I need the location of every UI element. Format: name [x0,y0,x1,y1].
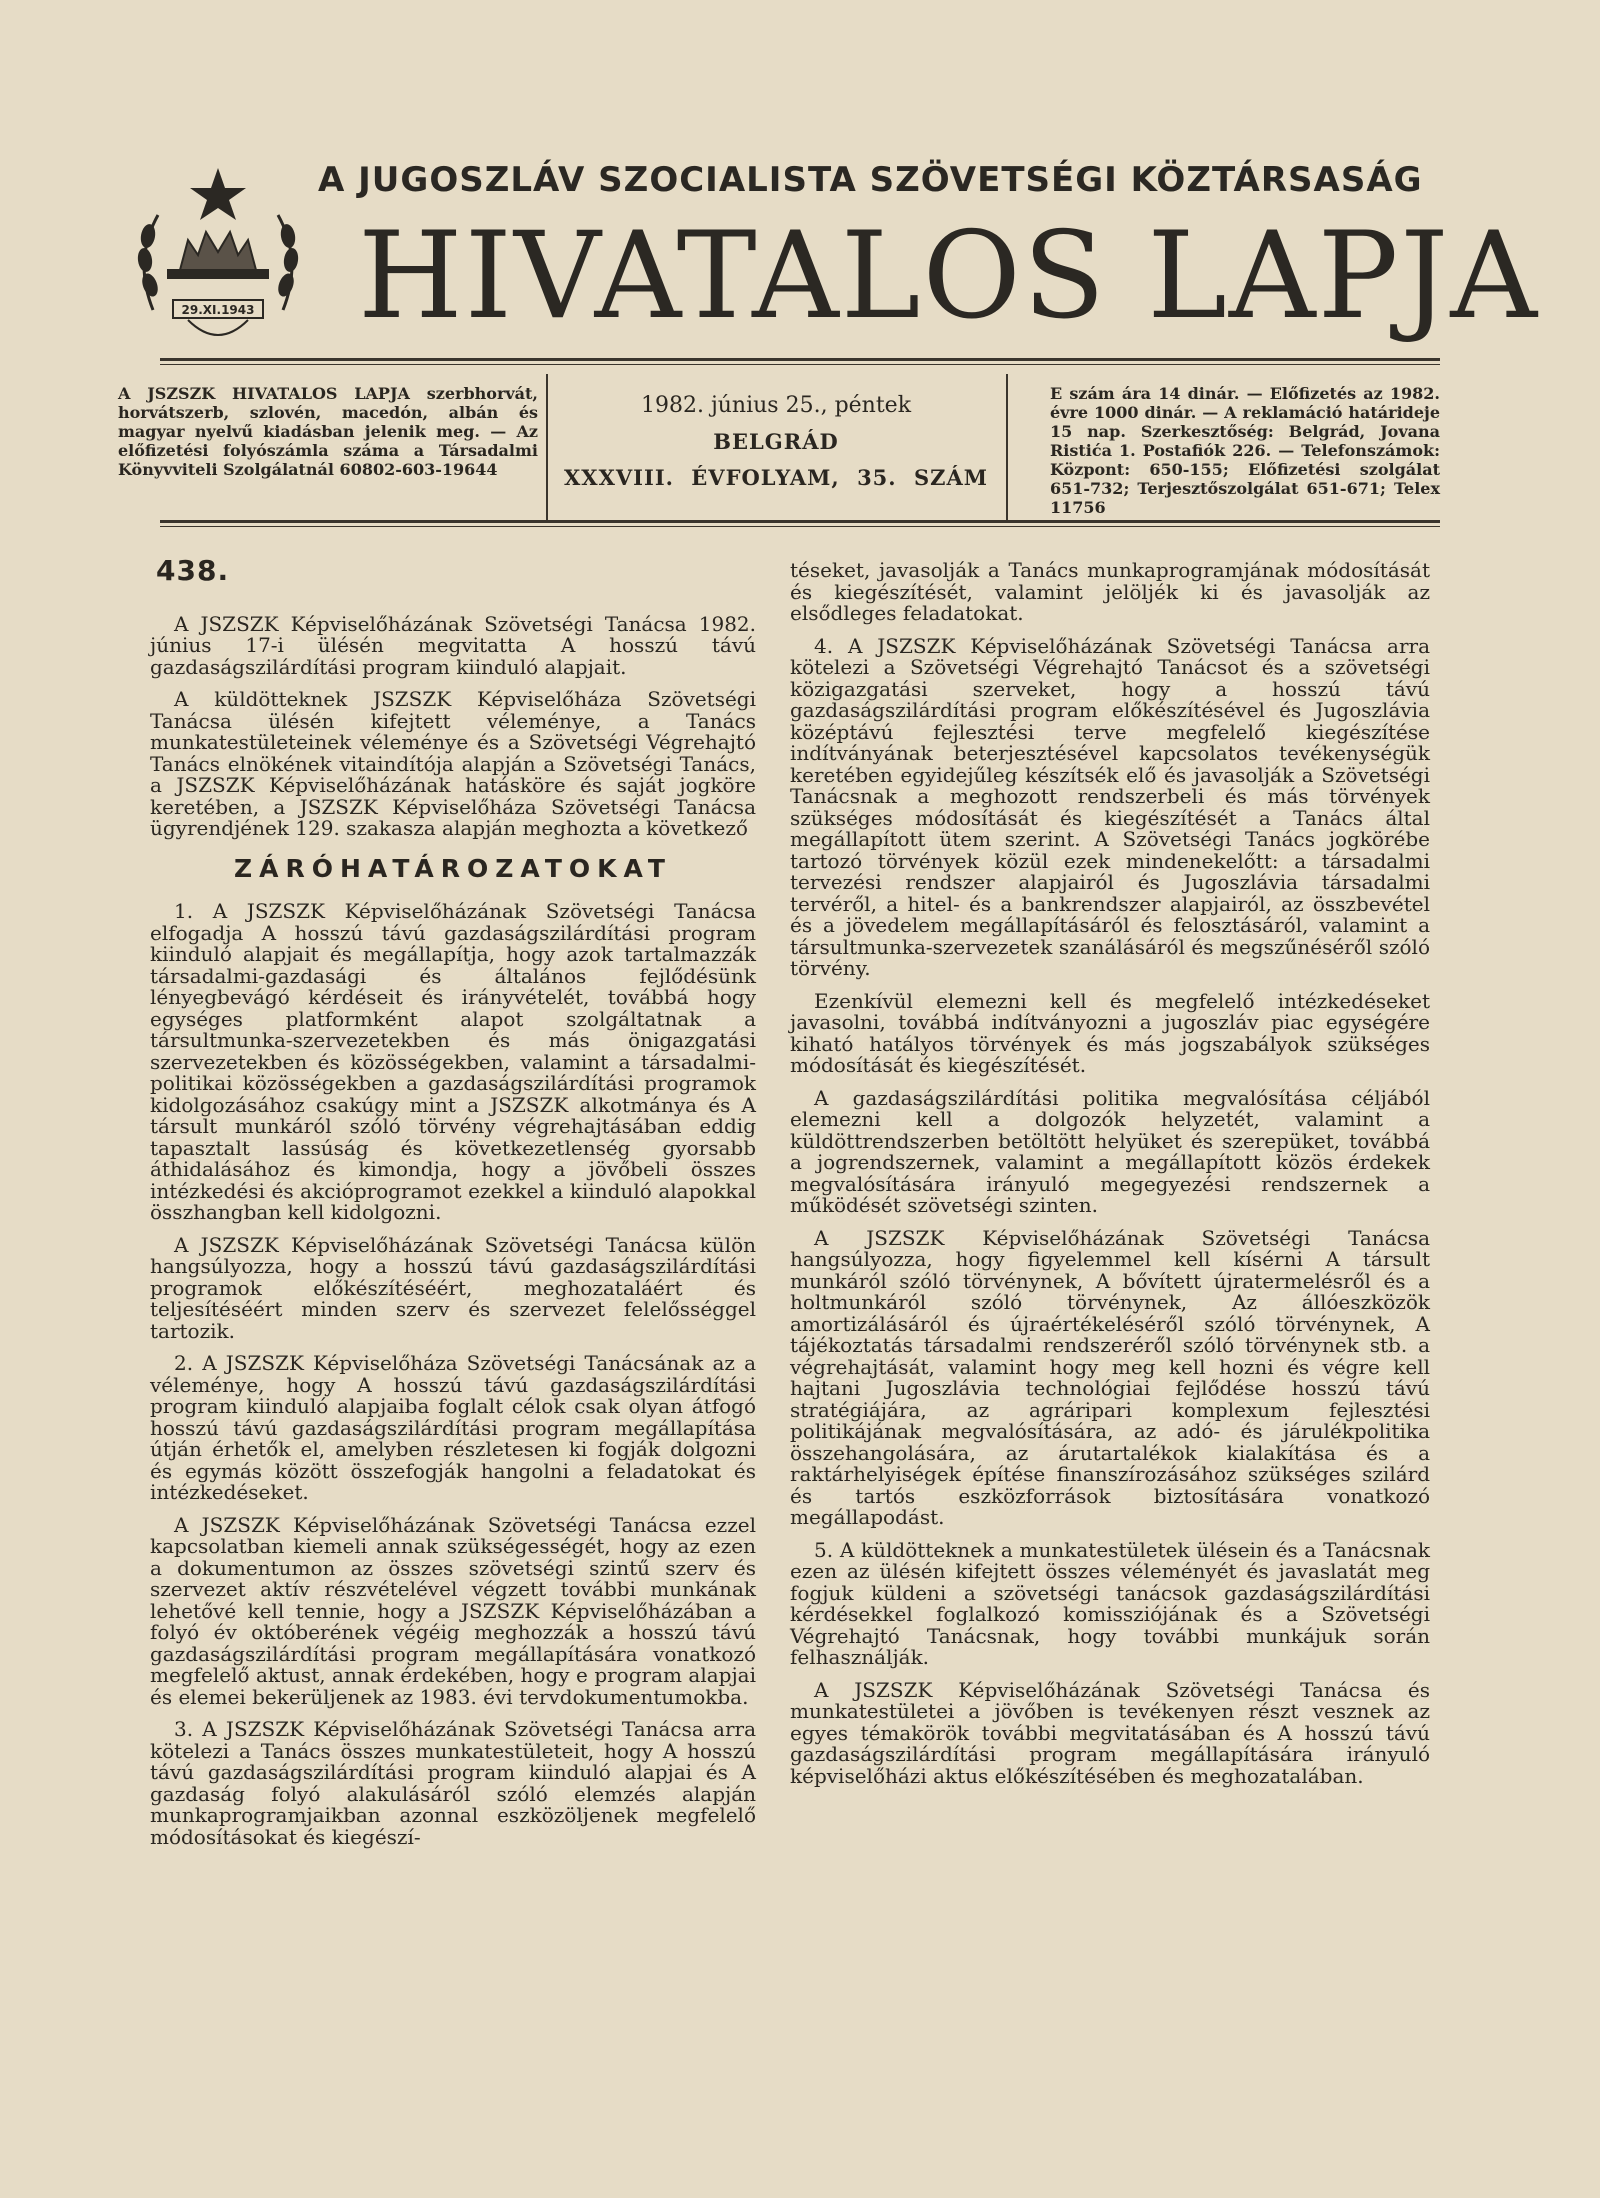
body-paragraph: téseket, javasolják a Tanács munkaprogramjának módosítását és kiegészítését, valamint jelöljék ki és javasolják az elsődleges feladatokat. [790,558,1430,625]
masthead-rule-bottom-thin [160,526,1440,527]
column-right [790,560,1430,1798]
intro-paragraph: A JSZSZK Képviselőházának Szövetségi Tanácsa 1982. június 17-i ülésén megvitatta A hosszú távú gazdaságszilárdítási program kiinduló alapjait. [150,611,756,679]
body-paragraph: A gazdaságszilárdítási politika megvalósítása céljából elemezni kell a dolgozók helyzetét, valamint a küldöttrendszerben betöltött helyüket és szerepüket, továbbá a jogrendszernek, valamint a megállapított közös érdekek megvalósítására irányuló megegyezési rendszernek a működését szövetségi szinten. [790,1085,1430,1217]
masthead-title: HIVATALOS LAPJA [358,207,1540,346]
info-divider-right [1006,374,1008,520]
issue-volume: XXXVIII. ÉVFOLYAM, 35. SZÁM [564,465,988,490]
masthead-rule-bottom [160,520,1440,523]
body-paragraph: A JSZSZK Képviselőházának Szövetségi Tanácsa külön hangsúlyozza, hogy a hosszú távú gazdaságszilárdítási programok előkészítéséért, meghozataláért és teljesítéséért minden szerv és szervezet felelősséggel tartozik. [150,1232,756,1343]
masthead-supertitle: A JUGOSZLÁV SZOCIALISTA SZÖVETSÉGI KÖZTÁRSASÁG [318,160,1423,200]
issue-city: BELGRÁD [713,429,839,454]
emblem-date: 29.XI.1943 [181,303,255,317]
resolution-heading: ZÁRÓHATÁROZATOKAT [234,853,672,883]
info-divider-left [546,374,548,520]
body-paragraph: A JSZSZK Képviselőházának Szövetségi Tanácsa és munkatestületei a jövőben is tevékenyen részt vesznek az egyes témakörök további megvitatásában és A hosszú távú gazdaságszilárdítási program megállapítására irányuló képviselőházi aktus előkészítésében és meghozatalában. [790,1677,1430,1788]
intro-paragraph: A küldötteknek JSZSZK Képviselőháza Szövetségi Tanácsa ülésén kifejtett véleménye, a Tanács munkatestületeinek véleménye és a Szövetségi Végrehajtó Tanács elnökének vitaindítója alapján a Szövetségi Tanács, a JSZSZK Képviselőházának hatásköre és saját jogköre keretében, a JSZSZK Képviselőháza Szövetségi Tanácsa ügyrendjének 129. szakasza alapján meghozta a következő [150,687,756,840]
body-paragraph: 4. A JSZSZK Képviselőházának Szövetségi Tanácsa arra kötelezi a Szövetségi Végrehajtó Tanácsot és a szövetségi közigazgatási szerveket, hogy a hosszú távú gazdaságszilárdítási program előkészítésével és Jugoszlávia középtávú fejlesztési terve megfelelő kiegészítése indítványának beterjesztésével kapcsolatos tevékenységük keretében egyidejűleg készítsék elő és javasolják a Szövetségi Tanácsnak a meghozott rendszerbeli és más törvények szükséges módosítását és kiegészítését a Tanács által megállapított ütem szerint. A Szövetségi Tanács jogkörébe tartozó törvények közül ezek mindenekelőtt: a társadalmi tervezési rendszer alapjairól és Jugoszlávia társadalmi tervéről, a hitel- és a bankrendszer alapjairól, az összbevétel és a jövedelem megállapításáról és felosztásáról, valamint a társultmunka-szervezetek szanálásáról és megszűnéséről szóló törvény. [790,633,1430,980]
body-paragraph: 1. A JSZSZK Képviselőházának Szövetségi Tanácsa elfogadja A hosszú távú gazdaságszilárdítási program kiinduló alapjait és megállapítja, hogy azok tartalmazzák társadalmi-gazdasági és általános fejlődésünk lényegbevágó kérdéseit és irányvételét, továbbá hogy egységes platformként alapot szolgáltatnak a társultmunka-szervezetekben és más önigazgatási szervezetekben és közösségekben, valamint a társadalmi-politikai közösségekben a gazdaságszilárdítási programok kidolgozásához csakúgy mint a JSZSZK alkotmánya és A társult munkáról szóló törvény végrehajtásában eddig tapasztalt lassúság és következetlenség gyorsabb áthidalásához és kimondja, hogy a jövőbeli összes intézkedési és akcióprogramot ezekkel a kiinduló alapokkal összhangban kell kidolgozni. [150,899,756,1224]
masthead-rule-top [160,358,1440,361]
issue-info [556,388,996,496]
body-paragraph: A JSZSZK Képviselőházának Szövetségi Tanácsa hangsúlyozza, hogy figyelemmel kell kísérni A társult munkáról szóló törvénynek, A bővített újratermelésről és a holtmunkáról szóló törvénynek, Az állóeszközök amortizálásáról és újraértékeléséről szóló törvénynek, A tájékoztatás társadalmi rendszeréről szóló törvénynek stb. a végrehajtását, valamint hogy meg kell hozni és végre kell hajtani Jugoszlávia technológiai fejlődése hosszú távú stratégiájára, az agráripari komplexum fejlesztési politikájának megvalósítására, az adó- és járulékpolitika összehangolására, az árutartalékok kialakítása és a raktárhelyiségek építése finanszírozásához szükséges szilárd és tartós eszközforrások biztosítására vonatkozó megállapodást. [790,1225,1430,1529]
body-paragraph: A JSZSZK Képviselőházának Szövetségi Tanácsa ezzel kapcsolatban kiemeli annak szükségességét, hogy az ezen a dokumentumon az összes szövetségi szintű szerv és szervezet aktív részvételével végzett további munkának lehetővé kell tennie, hogy a JSZSZK Képviselőházában a folyó év októberének végéig meghozzák a hosszú távú gazdaságszilárdítási program megállapítására vonatkozó megfelelő aktust, annak érdekében, hogy e program alapjai és elemei bekerüljenek az 1983. évi tervdokumentumokba. [150,1512,756,1709]
column-left [150,554,756,1859]
price-contact-info: E szám ára 14 dinár. — Előfizetés az 1982. évre 1000 dinár. — A reklamáció határideje 15 nap. Szerkesztőség: Belgrád, Jovana Ristića 1. Postafiók 226. — Telefonszámok: Központ: 650-155; Előfizetési szolgálat 651-732; Terjesztőszolgálat 651-671; Telex 11756 [1050,384,1440,517]
publication-info: A JSZSZK HIVATALOS LAPJA szerbhorvát, horvátszerb, szlovén, macedón, albán és magyar nyelvű kiadásban jelenik meg. — Az előfizetési folyószámla száma a Társadalmi Könyvviteli Szolgálatnál 60802-603-19644 [118,384,538,479]
state-emblem-icon [128,160,308,360]
body-paragraph: Ezenkívül elemezni kell és megfelelő intézkedéseket javasolni, továbbá indítványozni a jugoszláv piac egységére kiható hatályos törvények és más jogszabályok szükséges módosítását és kiegészítését. [790,988,1430,1077]
body-paragraph: 5. A küldötteknek a munkatestületek ülésein és a Tanácsnak ezen az ülésén kifejtett összes véleményét és javaslatát meg fogjuk küldeni a szövetségi tanácsok gazdaságszilárdítási kérdésekkel foglalkozó komissziójának és a Szövetségi Végrehajtó Tanácsnak, hogy további munkájuk során felhasználják. [790,1537,1430,1669]
body-paragraph: 3. A JSZSZK Képviselőházának Szövetségi Tanácsa arra kötelezi a Tanács összes munkatestületeit, hogy A hosszú távú gazdaságszilárdítási program kiinduló alapjai és A gazdaság folyó alakulásáról szóló elemzés alapján munkaprogramjaikban azonnal eszközöljenek megfelelő módosításokat és kiegészí- [150,1717,756,1849]
masthead-rule-top-thin [160,364,1440,365]
issue-date: 1982. június 25., péntek [640,393,912,418]
document-number: 438. [156,554,230,587]
body-paragraph: 2. A JSZSZK Képviselőháza Szövetségi Tanácsának az a véleménye, hogy A hosszú távú gazdaságszilárdítási program kiinduló alapjaiba foglalt célok csak olyan átfogó hosszú távú gazdaságszilárdítási program megállapítása útján érhetők el, amelyben részletesen ki fogják dolgozni és egymás között összefogják hangolni a feladatokat és intézkedéseket. [150,1351,756,1504]
